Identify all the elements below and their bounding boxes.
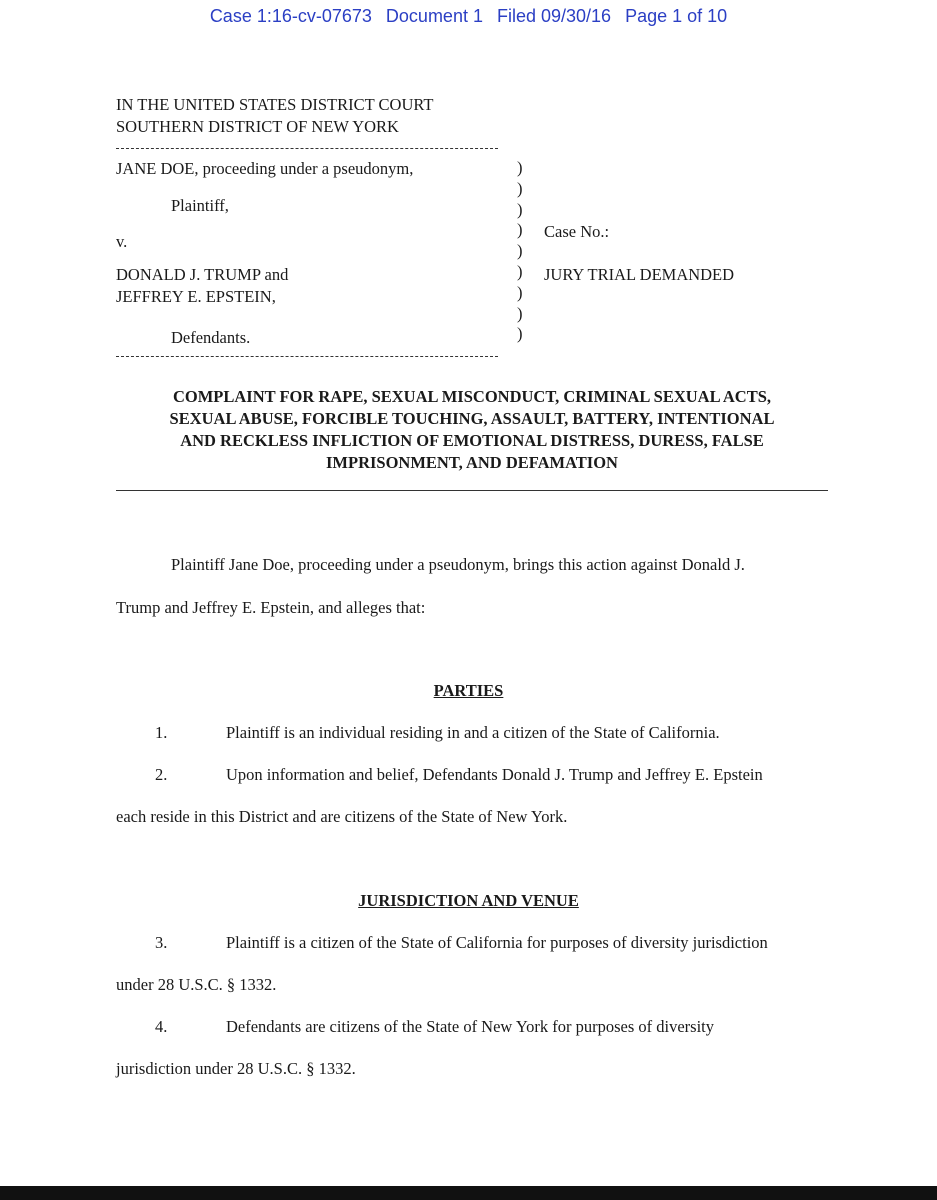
caption-versus: v. (116, 232, 128, 251)
court-name: IN THE UNITED STATES DISTRICT COURT (116, 95, 434, 114)
caption-top-divider (116, 148, 498, 149)
caption-plaintiff-label: Plaintiff, (171, 196, 229, 215)
caption-parenthesis-column (517, 158, 529, 345)
caption-paren: ) (517, 303, 523, 323)
ecf-case-number: Case 1:16-cv-07673 (209, 6, 372, 26)
caption-paren: ) (517, 220, 523, 240)
caption-defendant-1: DONALD J. TRUMP and (116, 265, 289, 284)
caption-jury-trial-demanded: JURY TRIAL DEMANDED (544, 265, 735, 284)
title-divider (116, 490, 828, 491)
paragraph-2-line-1: Upon information and belief, Defendants Donald J. Trump and Jeffrey E. Epstein (226, 765, 763, 784)
caption-case-number-label: Case No.: (544, 222, 610, 241)
complaint-title-line: AND RECKLESS INFLICTION OF EMOTIONAL DISTRESS, DURESS, FALSE (180, 431, 764, 450)
complaint-title-line: SEXUAL ABUSE, FORCIBLE TOUCHING, ASSAULT, BATTERY, INTENTIONAL (169, 409, 775, 428)
paragraph-1-text: Plaintiff is an individual residing in and a citizen of the State of California. (226, 723, 720, 742)
complaint-title-line: IMPRISONMENT, AND DEFAMATION (326, 453, 618, 472)
paragraph-number: 1. (155, 723, 168, 742)
caption-paren: ) (517, 324, 523, 344)
caption-bottom-divider (116, 356, 498, 357)
paragraph-3-line-1: Plaintiff is a citizen of the State of California for purposes of diversity jurisdiction (226, 933, 768, 952)
caption-paren: ) (517, 261, 523, 281)
ecf-document-number: Document 1 (385, 6, 483, 26)
paragraph-number: 3. (155, 933, 168, 952)
paragraph-number: 4. (155, 1017, 168, 1036)
caption-paren: ) (517, 178, 523, 198)
ecf-header (0, 6, 937, 27)
paragraph-3-line-2: under 28 U.S.C. § 1332. (116, 975, 277, 994)
paragraph-4-line-2: jurisdiction under 28 U.S.C. § 1332. (116, 1059, 356, 1078)
paragraph-number: 2. (155, 765, 168, 784)
ecf-page-number: Page 1 of 10 (625, 6, 728, 26)
section-heading-jurisdiction: JURISDICTION AND VENUE (358, 891, 579, 910)
caption-paren: ) (517, 199, 523, 219)
complaint-title-line: COMPLAINT FOR RAPE, SEXUAL MISCONDUCT, CRIMINAL SEXUAL ACTS, (172, 387, 772, 406)
caption-defendant-2: JEFFREY E. EPSTEIN, (116, 287, 276, 306)
paragraph-2-line-2: each reside in this District and are citizens of the State of New York. (116, 807, 568, 826)
section-heading-parties: PARTIES (433, 681, 504, 700)
complaint-title (116, 386, 828, 474)
caption-paren: ) (517, 282, 523, 302)
ecf-filed-date: Filed 09/30/16 (496, 6, 612, 26)
paragraph-4-line-1: Defendants are citizens of the State of New York for purposes of diversity (226, 1017, 714, 1036)
intro-line-1: Plaintiff Jane Doe, proceeding under a pseudonym, brings this action against Donald J. (171, 555, 745, 574)
caption-plaintiff-name: JANE DOE, proceeding under a pseudonym, (116, 159, 414, 178)
intro-line-2: Trump and Jeffrey E. Epstein, and alleges that: (116, 598, 426, 617)
caption-paren: ) (517, 158, 523, 177)
caption-paren: ) (517, 241, 523, 261)
viewer-bottom-bar (0, 1186, 937, 1200)
court-district: SOUTHERN DISTRICT OF NEW YORK (116, 117, 399, 136)
caption-defendants-label: Defendants. (171, 328, 251, 347)
